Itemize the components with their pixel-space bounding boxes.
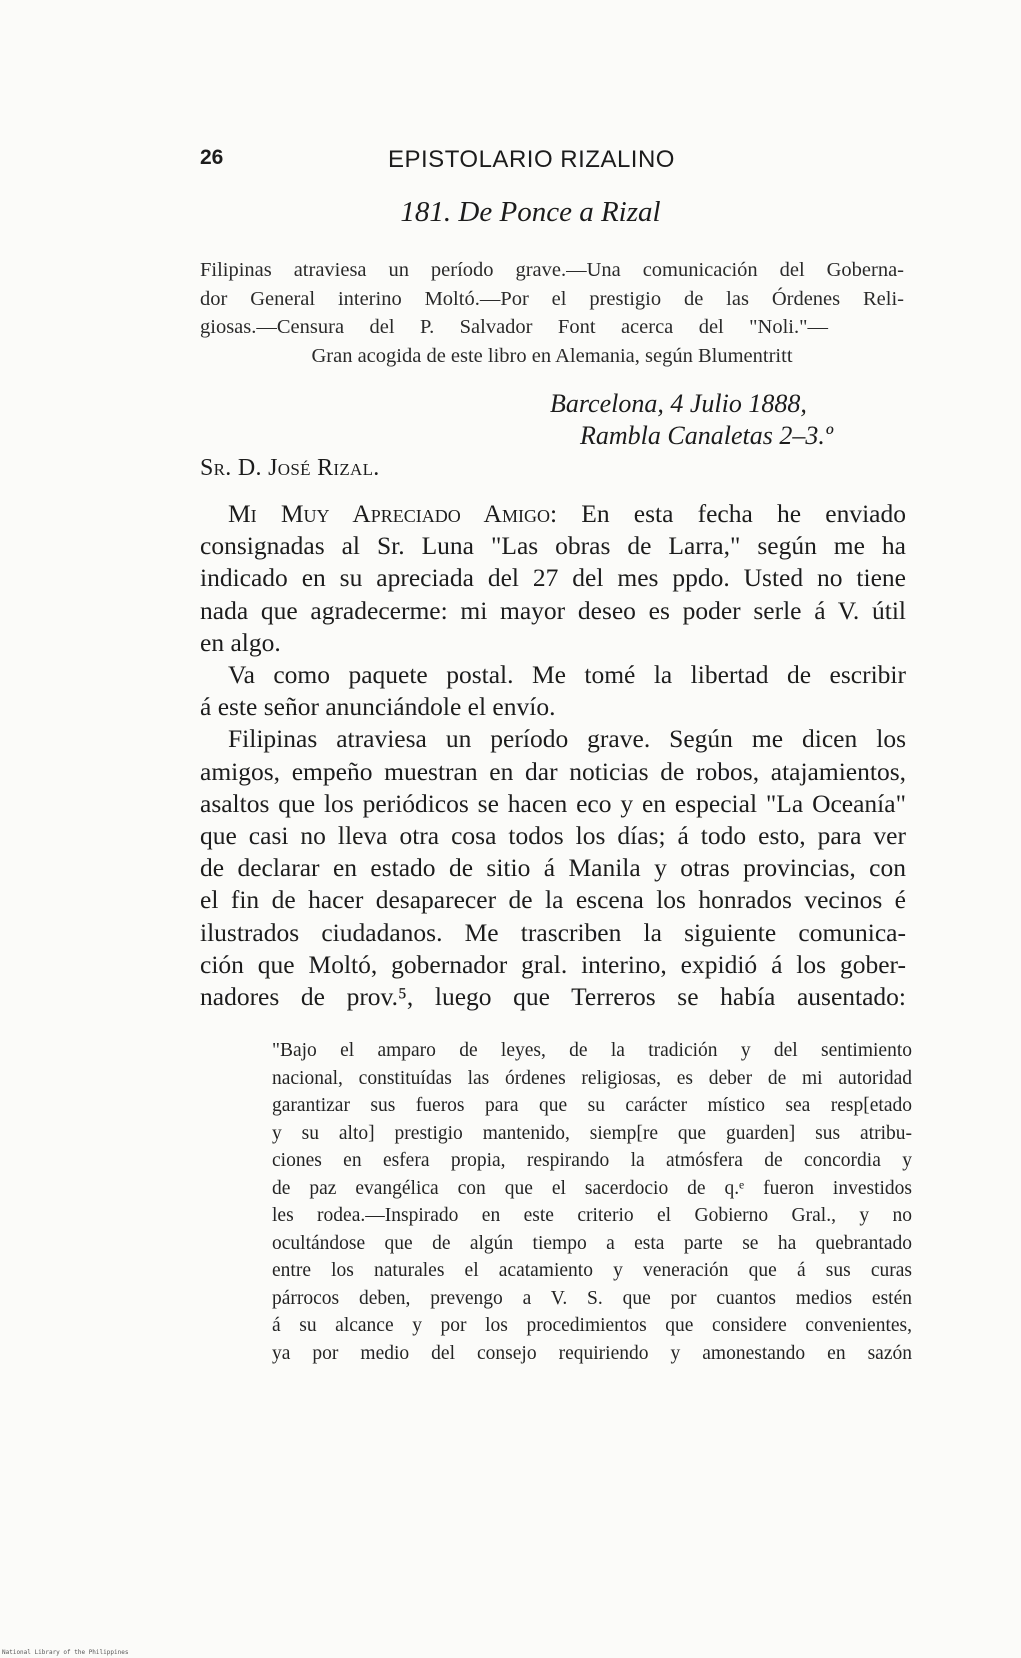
- quote-line: y su alto] prestigio mantenido, siemp[re que guarden] sus atribu-: [272, 1122, 912, 1144]
- summary-line: Filipinas atraviesa un período grave.—Una comunicación del Goberna-: [200, 259, 904, 281]
- body-line: Va como paquete postal. Me tomé la libertad de escribir: [228, 660, 906, 690]
- body-line: ción que Moltó, gobernador gral. interino, expidió á los gober-: [200, 949, 906, 979]
- body-line: nada que agradecerme: mi mayor deseo es poder serle á V. útil: [200, 595, 906, 625]
- scan-credit: National Library of the Philippines: [2, 1649, 129, 1656]
- body-line: nadores de prov.⁵, luego que Terreros se había ausentado:: [200, 982, 906, 1012]
- body-line: [200, 498, 906, 530]
- body-line: ilustrados ciudadanos. Me trascriben la siguiente comunica-: [200, 917, 906, 947]
- page-number: 26: [200, 146, 224, 169]
- quote-line: garantizar sus fueros para que su carácter místico sea resp[etado: [272, 1095, 912, 1116]
- body-line-text: En esta fecha he enviado: [581, 499, 906, 528]
- book-title: EPISTOLARIO RIZALINO: [388, 146, 675, 173]
- body-line: de declarar en estado de sitio á Manila y otras provincias, con: [200, 853, 906, 883]
- body-line: amigos, empeño muestran en dar noticias de robos, atajamientos,: [200, 756, 906, 786]
- body-line: que casi no lleva otra cosa todos los días; á todo esto, para ver: [200, 821, 906, 851]
- letter-body: [200, 498, 906, 1013]
- letter-summary: [200, 256, 904, 370]
- dateline-place-date: Barcelona, 4 Julio 1888,: [550, 389, 807, 418]
- quote-line: á su alcance y por los procedimientos que considere convenientes,: [272, 1315, 912, 1336]
- body-line: indicado en su apreciada del 27 del mes ppdo. Usted no tiene: [200, 563, 906, 593]
- quote-line: nacional, constituídas las órdenes religiosas, es deber de mi autoridad: [272, 1067, 912, 1089]
- body-line: á este señor anunciándole el envío.: [200, 692, 556, 722]
- body-line: Filipinas atraviesa un período grave. Según me dicen los: [228, 724, 906, 754]
- quote-line: de paz evangélica con que el sacerdocio de q.ᵉ fueron investidos: [272, 1177, 912, 1199]
- quote-line: párrocos deben, prevengo a V. S. que por cuantos medios estén: [272, 1287, 912, 1309]
- body-line: asaltos que los periódicos se hacen eco y en especial "La Oceanía": [200, 788, 906, 818]
- summary-line: giosas.—Censura del P. Salvador Font acerca del "Noli."—: [200, 316, 828, 338]
- addressee: Sr. D. José Rizal.: [200, 455, 380, 481]
- quote-line: "Bajo el amparo de leyes, de la tradición y del sentimiento: [272, 1040, 912, 1061]
- quote-line: ocultándose que de algún tiempo a esta parte se ha quebrantado: [272, 1232, 912, 1254]
- salutation: Mi Muy Apreciado Amigo:: [228, 499, 558, 528]
- quoted-communication: [272, 1037, 912, 1367]
- running-head: [200, 146, 720, 176]
- body-line: consignadas al Sr. Luna "Las obras de Larra," según me ha: [200, 531, 906, 561]
- body-line: en algo.: [200, 627, 281, 657]
- body-line: el fin de hacer desaparecer de la escena los honrados vecinos é: [200, 885, 906, 915]
- letter-title: 181. De Ponce a Rizal: [400, 196, 661, 228]
- quote-line: ya por medio del consejo requiriendo y amonestando en sazón: [272, 1342, 912, 1364]
- dateline-address: Rambla Canaletas 2–3.º: [580, 421, 833, 450]
- summary-line: dor General interino Moltó.—Por el prestigio de las Órdenes Reli-: [200, 287, 904, 310]
- dateline: [550, 388, 910, 452]
- quote-line: ciones en esfera propia, respirando la atmósfera de concordia y: [272, 1150, 912, 1171]
- summary-line: Gran acogida de este libro en Alemania, según Blumentritt: [311, 344, 793, 367]
- quote-line: entre los naturales el acatamiento y veneración que á sus curas: [272, 1260, 912, 1281]
- quote-line: les rodea.—Inspirado en este criterio el Gobierno Gral., y no: [272, 1205, 912, 1226]
